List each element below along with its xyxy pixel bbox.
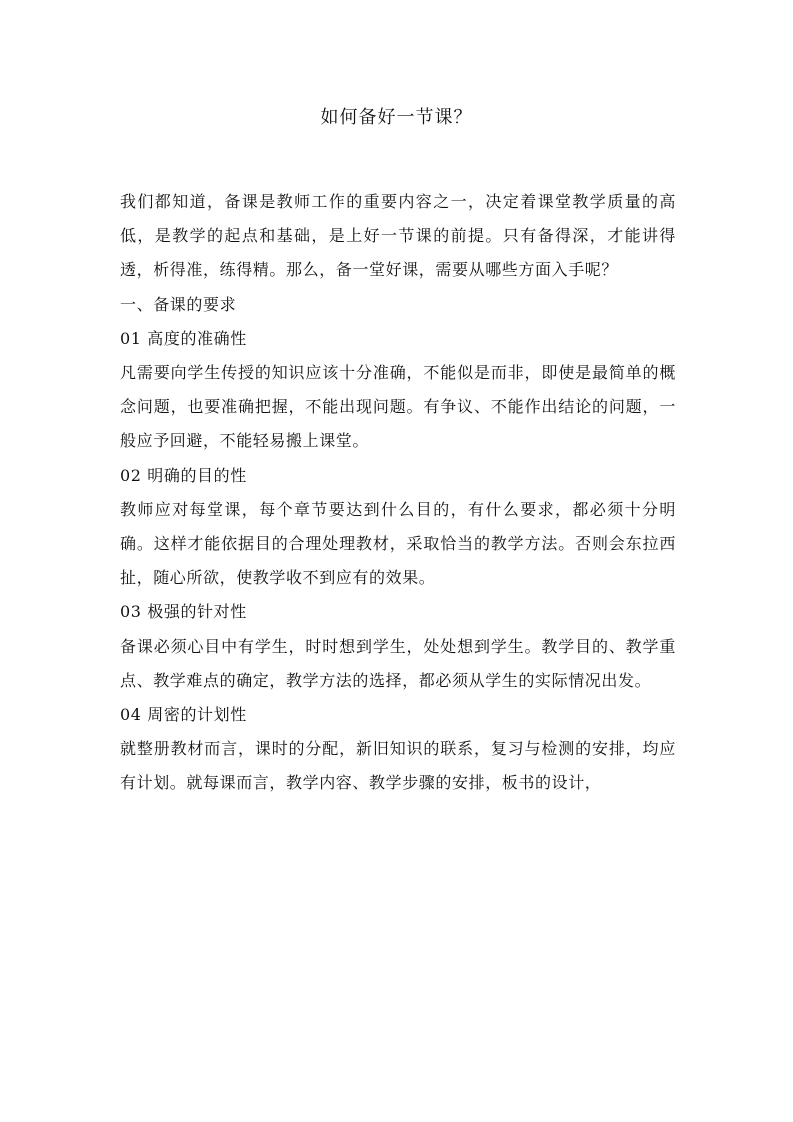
item-paragraph-2: 教师应对每堂课，每个章节要达到什么目的，有什么要求，都必须十分明确。这样才能依据目的合理处理教材，采取恰当的教学方法。否则会东拉西扯，随心所欲，使教学收不到应有的效果。 <box>120 499 676 588</box>
document-title: 如何备好一节课？ <box>320 107 473 128</box>
item-paragraph-3: 备课必须心目中有学生，时时想到学生，处处想到学生。教学目的、教学重点、教学难点的确定，教学方法的选择，都必须从学生的实际情况出发。 <box>120 636 676 690</box>
item-heading-1: 01 高度的准确性 <box>120 328 247 348</box>
item-paragraph-4: 就整册教材而言，课时的分配，新旧知识的联系，复习与检测的安排，均应有计划。就每课而言，教学内容、教学步骤的安排，板书的设计， <box>120 739 676 793</box>
intro-paragraph: 我们都知道，备课是教师工作的重要内容之一，决定着课堂教学质量的高低，是教学的起点和基础，是上好一节课的前提。只有备得深，才能讲得透，析得准，练得精。那么，备一堂好课，需要从哪些方面入手呢？ <box>120 192 676 280</box>
document-body <box>120 185 676 801</box>
item-heading-4: 04 周密的计划性 <box>120 705 247 725</box>
item-paragraph-1: 凡需要向学生传授的知识应该十分准确，不能似是而非，即使是最简单的概念问题，也要准确把握，不能出现问题。有争议、不能作出结论的问题，一般应予回避，不能轻易搬上课堂。 <box>120 363 676 451</box>
item-heading-3: 03 极强的针对性 <box>120 602 247 622</box>
item-heading-2: 02 明确的目的性 <box>120 465 247 485</box>
section-heading: 一、备课的要求 <box>120 294 237 314</box>
